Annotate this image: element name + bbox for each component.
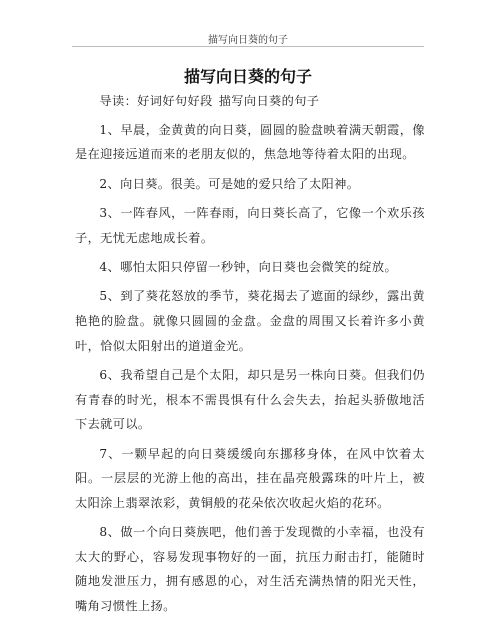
paragraph-8: 8、做一个向日葵族吧，他们善于发现微的小幸福，也没有太大的野心，容易发现事物好的一面，抗压力耐击打，能随时随地发泄压力，拥有感恩的心，对生活充满热情的阳光天性，嘴角习惯性上扬。	[75, 525, 425, 613]
paragraph-5: 5、到了葵花怒放的季节，葵花揭去了遮面的绿纱，露出黄艳艳的脸盘。就像只圆圆的金盘。金盘的周围又长着许多小黄叶，恰似太阳射出的道道金光。	[75, 289, 425, 353]
paragraph-3: 3、一阵春风，一阵春雨，向日葵长高了，它像一个欢乐孩子，无忧无虑地成长着。	[75, 205, 425, 245]
paragraph-6: 6、我希望自己是个太阳，却只是另一株向日葵。但我们仍有青春的时光，根本不需畏惧有什么会失去，抬起头骄傲地活下去就可以。	[75, 367, 425, 432]
document-title: 描写向日葵的句子	[183, 67, 312, 86]
intro-text: 描写向日葵的句子	[218, 94, 320, 108]
header-divider	[72, 46, 424, 47]
document-body	[75, 89, 425, 623]
intro-label: 导读：好词好句好段	[99, 94, 213, 108]
paragraph-1: 1、早晨，金黄黄的向日葵，圆圆的脸盘映着满天朝霞，像是在迎接远道而来的老朋友似的，焦急地等待着太阳的出现。	[75, 122, 425, 162]
paragraph-4: 4、哪怕太阳只停留一秒钟，向日葵也会微笑的绽放。	[99, 259, 398, 274]
intro-paragraph	[75, 89, 425, 114]
running-header: 描写向日葵的句子	[208, 35, 288, 46]
paragraph-2: 2、向日葵。很美。可是她的爱只给了太阳神。	[99, 176, 360, 191]
paragraph-7: 7、一颗早起的向日葵缓缓向东挪移身体，在风中饮着太阳。一层层的光游上他的高出，挂在晶亮般露珠的叶片上，被太阳涂上翡翠浓彩，黄铜般的花朵依次收起火焰的花环。	[75, 446, 425, 510]
